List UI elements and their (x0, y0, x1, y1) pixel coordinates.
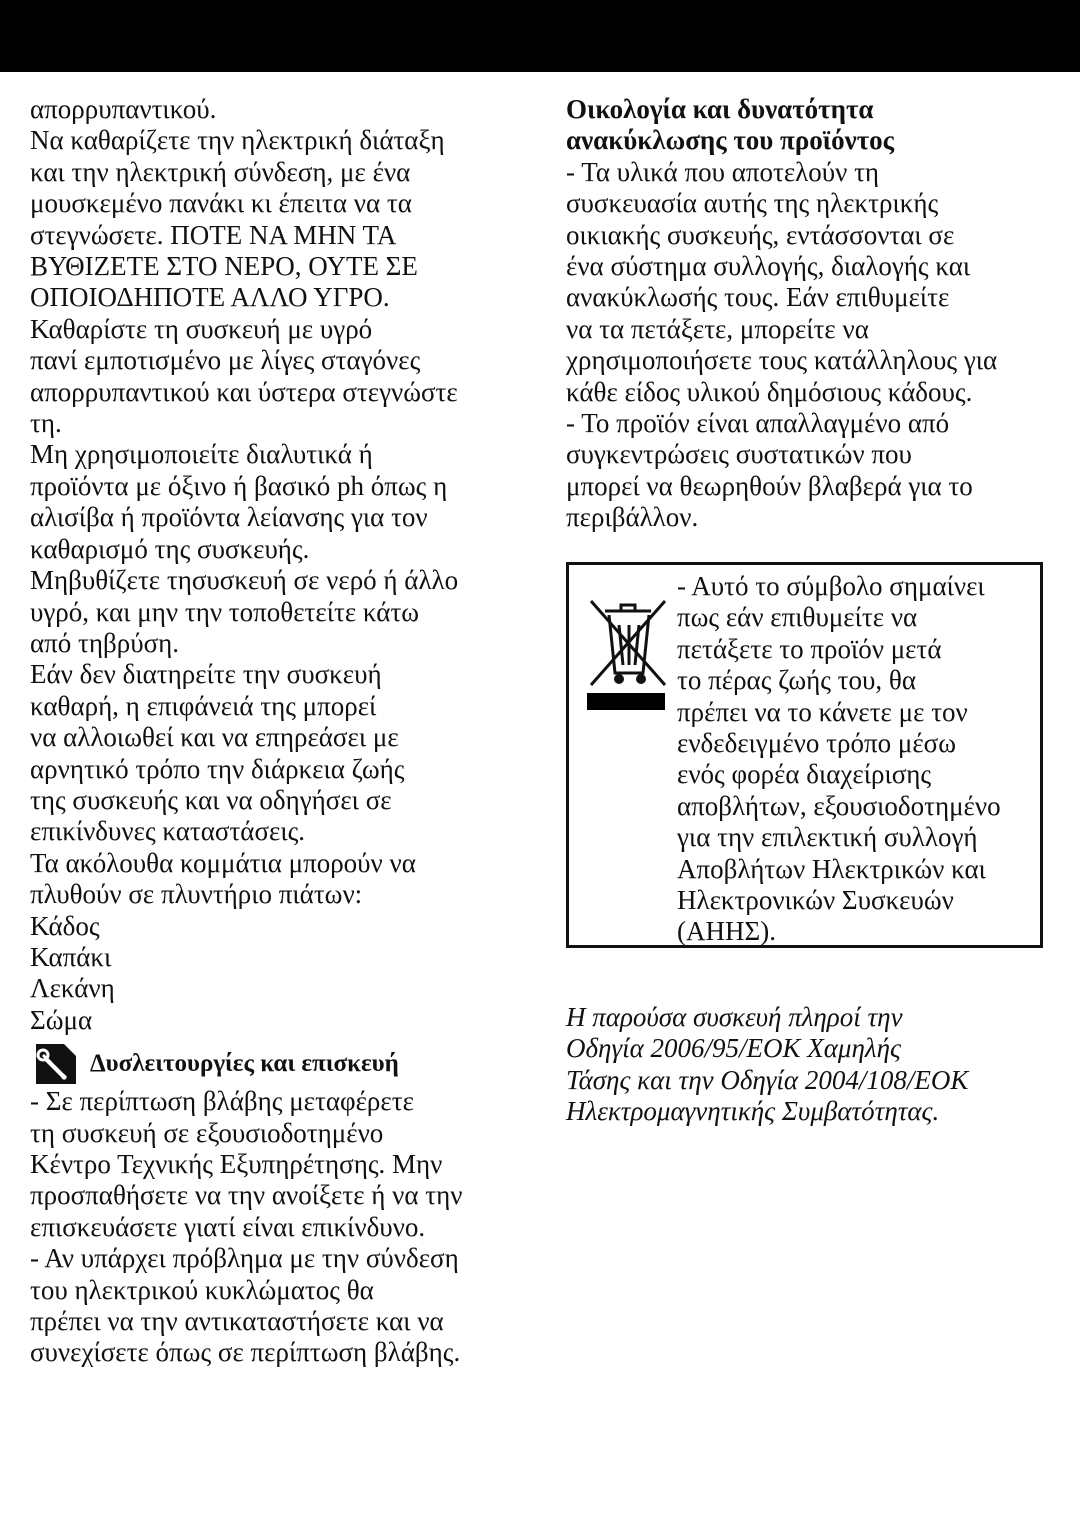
text-line: ανακύκλωσής τους. Εάν επιθυμείτε (566, 282, 950, 313)
heading-line: ανακύκλωσης του προϊόντος (566, 125, 895, 156)
service-heading: Δυσλειτουργίες και επισκευή (90, 1050, 399, 1078)
text-line: Τα ακόλουθα κομμάτια μπορούν να (30, 847, 416, 878)
text-line: Κέντρο Τεχνικής Εξυπηρέτησης. Μην (30, 1149, 443, 1179)
cleaning-instructions (30, 94, 530, 1036)
text-line: - Τα υλικά που αποτελούν τη (566, 156, 880, 187)
text-line: ένα σύστημα συλλογής, διαλογής και (566, 251, 971, 282)
text-line: ενδεδειγμένο τρόπο μέσω (677, 728, 956, 759)
text-line: καθαρισμό της συσκευής. (30, 533, 310, 564)
weee-notice-box (566, 562, 1043, 948)
text-line: να τα πετάξετε, μπορείτε να (566, 313, 869, 344)
directive-statement (566, 1002, 1056, 1128)
text-line: πανί εμποτισμένο με λίγες σταγόνες (30, 345, 421, 376)
weee-text (677, 571, 1042, 948)
text-line: Αποβλήτων Ηλεκτρικών και (677, 853, 986, 884)
text-line: - Αυτό το σύμβολο σημαίνει (677, 571, 985, 601)
text-line: οικιακής συσκευής, εντάσσονται σε (566, 219, 955, 250)
text-line: συσκευασία αυτής της ηλεκτρικής (566, 188, 939, 219)
text-line: Σώμα (30, 1004, 93, 1035)
text-line: απορρυπαντικού. (30, 94, 217, 124)
text-line: Να καθαρίζετε την ηλεκτρική διάταξη (30, 125, 445, 156)
text-line: μουσκεμένο πανάκι κι έπειτα να τα (30, 188, 412, 219)
text-line: Ηλεκτρομαγνητικής Συμβατότητας. (566, 1096, 940, 1127)
text-line: περιβάλλον. (566, 502, 699, 533)
text-line: Καπάκι (30, 941, 112, 972)
text-line: Λεκάνη (30, 973, 115, 1004)
service-heading-row (30, 1042, 530, 1086)
text-line: το πέρας ζωής του, θα (677, 665, 916, 696)
text-line: χρησιμοποιήσετε τους κατάλληλους για (566, 345, 998, 376)
text-line: Κάδος (30, 910, 100, 941)
text-line: συγκεντρώσεις συστατικών που (566, 439, 912, 470)
text-line: της συσκευής και να οδηγήσει σε (30, 784, 392, 815)
text-line: καθαρή, η επιφάνειά της μπορεί (30, 690, 377, 721)
eco-heading (566, 94, 1056, 157)
text-line: υγρό, και μην την τοποθετείτε κάτω (30, 596, 420, 627)
text-line: συνεχίσετε όπως σε περίπτωση βλάβης. (30, 1337, 461, 1368)
text-line: Η παρούσα συσκευή πληροί την (566, 1002, 903, 1032)
text-line: (ΑΗΗΣ). (677, 916, 776, 947)
text-line: τη συσκευή σε εξουσιοδοτημένο (30, 1117, 384, 1148)
text-line: απορρυπαντικού και ύστερα στεγνώστε (30, 376, 458, 407)
text-line: πρέπει να το κάνετε με τον (677, 696, 968, 727)
service-text (30, 1086, 530, 1369)
text-line: Μηβυθίζετε τησυσκευή σε νερό ή άλλο (30, 565, 459, 596)
text-line: στεγνώσετε. ΠΟΤΕ ΝΑ ΜΗΝ ΤΑ (30, 219, 397, 250)
text-line: κάθε είδος υλικού δημόσιους κάδους. (566, 376, 973, 407)
wrench-icon (30, 1042, 78, 1086)
text-line: πλυθούν σε πλυντήριο πιάτων: (30, 879, 363, 910)
text-line: Ηλεκτρονικών Συσκευών (677, 885, 954, 916)
text-line: Εάν δεν διατηρείτε την συσκευή (30, 659, 382, 690)
text-line: - Αν υπάρχει πρόβλημα με την σύνδεση (30, 1243, 459, 1274)
text-line: ΟΠΟΙΟΔΗΠΟΤΕ ΑΛΛΟ ΥΓΡΟ. (30, 282, 390, 313)
text-line: και την ηλεκτρική σύνδεση, με ένα (30, 156, 411, 187)
text-line: Οδηγία 2006/95/ΕΟΚ Χαμηλής (566, 1033, 901, 1064)
text-line: Μη χρησιμοποιείτε διαλυτικά ή (30, 439, 373, 470)
text-line: να αλλοιωθεί και να επηρεάσει με (30, 722, 399, 753)
text-line: του ηλεκτρικού κυκλώματος θα (30, 1274, 374, 1305)
text-line: - Σε περίπτωση βλάβης μεταφέρετε (30, 1086, 414, 1117)
text-line: ενός φορέα διαχείρισης (677, 759, 932, 790)
text-line: προσπαθήσετε να την ανοίξετε ή να την (30, 1180, 463, 1211)
heading-line: Οικολογία και δυνατότητα (566, 94, 874, 124)
eco-text (566, 157, 1056, 534)
text-line: πως εάν επιθυμείτε να (677, 602, 918, 633)
left-column (30, 94, 530, 1369)
text-line: - Το προϊόν είναι απαλλαγμένο από (566, 408, 950, 439)
right-column (566, 94, 1056, 534)
text-line: από τηβρύση. (30, 627, 180, 658)
weee-black-bar (587, 693, 665, 710)
text-line: επισκευάσετε γιατί είναι επικίνδυνο. (30, 1211, 426, 1242)
text-line: για την επιλεκτική συλλογή (677, 822, 978, 853)
text-line: προϊόντα με όξινο ή βασικό ph όπως η (30, 470, 448, 501)
text-line: αλισίβα ή προϊόντα λείανσης για τον (30, 502, 428, 533)
text-line: αρνητικό τρόπο την διάρκεια ζωής (30, 753, 405, 784)
text-line: Τάσης και την Οδηγία 2004/108/ΕΟΚ (566, 1064, 969, 1095)
text-line: μπορεί να θεωρηθούν βλαβερά για το (566, 470, 973, 501)
text-line: πρέπει να την αντικαταστήσετε και να (30, 1306, 444, 1337)
text-line: τη. (30, 408, 62, 439)
text-line: αποβλήτων, εξουσιοδοτημένο (677, 790, 1001, 821)
text-line: Καθαρίστε τη συσκευή με υγρό (30, 313, 373, 344)
text-line: επικίνδυνες καταστάσεις. (30, 816, 306, 847)
top-black-bar (0, 0, 1080, 72)
text-line: ΒΥΘΙΖΕΤΕ ΣΤΟ ΝΕΡΟ, ΟΥΤΕ ΣΕ (30, 251, 418, 282)
text-line: πετάξετε το προϊόν μετά (677, 633, 942, 664)
crossed-bin-icon (583, 581, 673, 711)
